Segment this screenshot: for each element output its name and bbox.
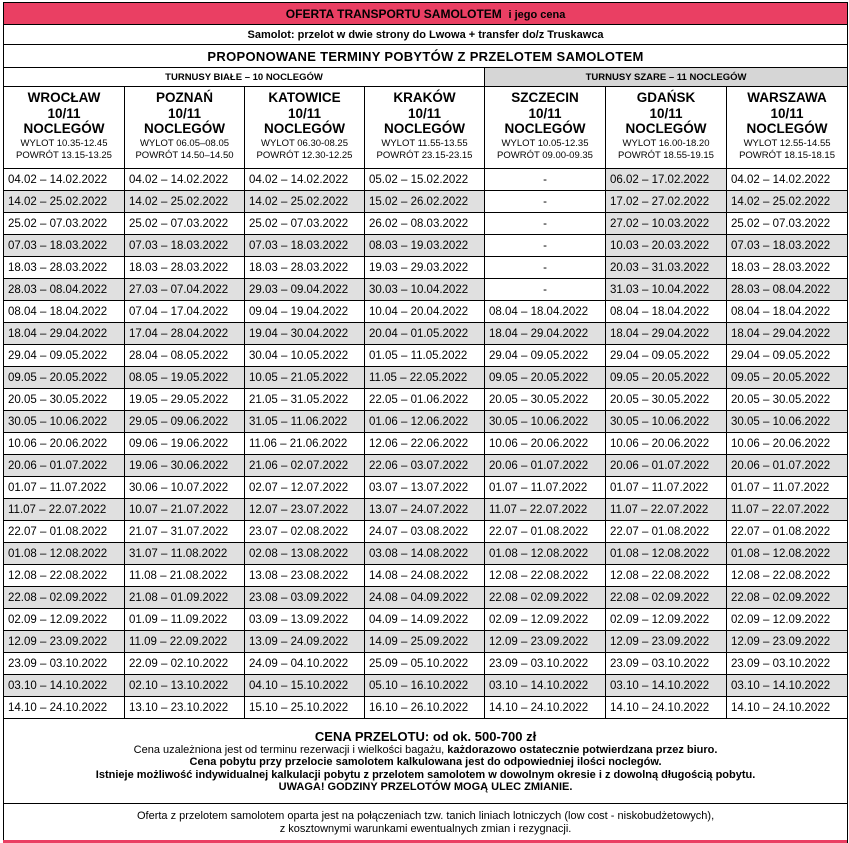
city-name: KRAKÓW (393, 90, 456, 105)
date-cell: 10.06 – 20.06.2022 (485, 433, 606, 455)
table-row (4, 279, 848, 301)
date-cell: 01.07 – 11.07.2022 (4, 477, 125, 499)
city-header-row (4, 87, 848, 169)
date-cell: 29.04 – 09.05.2022 (4, 345, 125, 367)
date-cell: 14.02 – 25.02.2022 (245, 191, 365, 213)
date-cell: 14.09 – 25.09.2022 (365, 631, 485, 653)
footer-line-2: z kosztownymi warunkami ewentualnych zmian i rezygnacji. (279, 823, 572, 835)
city-nights: 10/11 (770, 105, 804, 121)
date-cell: 09.05 – 20.05.2022 (4, 367, 125, 389)
proposal-header: PROPONOWANE TERMINY POBYTÓW Z PRZELOTEM SAMOLOTEM (4, 45, 848, 68)
date-cell: 11.07 – 22.07.2022 (4, 499, 125, 521)
date-cell: 18.03 – 28.03.2022 (727, 257, 848, 279)
table-row (4, 543, 848, 565)
city-name: KATOWICE (268, 90, 341, 105)
subtitle-row (4, 25, 848, 45)
city-name: SZCZECIN (511, 90, 579, 105)
date-cell: 20.06 – 01.07.2022 (727, 455, 848, 477)
date-cell: 22.09 – 02.10.2022 (125, 653, 245, 675)
date-cell: 16.10 – 26.10.2022 (365, 697, 485, 719)
city-return: POWRÓT 14.50–14.50 (135, 149, 234, 161)
date-cell: 09.05 – 20.05.2022 (606, 367, 727, 389)
date-cell: 18.04 – 29.04.2022 (485, 323, 606, 345)
date-cell: 12.08 – 22.08.2022 (485, 565, 606, 587)
date-cell: - (485, 257, 606, 279)
date-cell: 11.09 – 22.09.2022 (125, 631, 245, 653)
city-nights: 10/11 (167, 105, 202, 121)
date-cell: 11.07 – 22.07.2022 (606, 499, 727, 521)
date-cell: 12.09 – 23.09.2022 (727, 631, 848, 653)
table-row (4, 323, 848, 345)
city-return: POWRÓT 12.30-12.25 (256, 149, 353, 161)
date-cell: - (485, 169, 606, 191)
date-cell: 17.04 – 28.04.2022 (125, 323, 245, 345)
date-cell: 12.08 – 22.08.2022 (4, 565, 125, 587)
date-cell: 21.05 – 31.05.2022 (245, 389, 365, 411)
date-cell: 11.06 – 21.06.2022 (245, 433, 365, 455)
date-cell: 31.07 – 11.08.2022 (125, 543, 245, 565)
date-cell: 19.06 – 30.06.2022 (125, 455, 245, 477)
date-cell: 22.05 – 01.06.2022 (365, 389, 485, 411)
date-cell: 20.06 – 01.07.2022 (4, 455, 125, 477)
title-main: OFERTA TRANSPORTU SAMOLOTEM (285, 6, 502, 21)
date-cell: 04.02 – 14.02.2022 (4, 169, 125, 191)
date-cell: 18.04 – 29.04.2022 (606, 323, 727, 345)
date-cell: 09.05 – 20.05.2022 (485, 367, 606, 389)
date-cell: 03.08 – 14.08.2022 (365, 543, 485, 565)
date-cell: 04.02 – 14.02.2022 (125, 169, 245, 191)
date-cell: 09.04 – 19.04.2022 (245, 301, 365, 323)
city-nights-word: NOCLEGÓW (23, 121, 105, 136)
date-cell: 22.07 – 01.08.2022 (727, 521, 848, 543)
date-cell: 14.02 – 25.02.2022 (727, 191, 848, 213)
price-cell (4, 719, 848, 804)
city-header-6 (727, 87, 848, 169)
date-cell: 19.04 – 30.04.2022 (245, 323, 365, 345)
table-row (4, 191, 848, 213)
date-cell: 08.04 – 18.04.2022 (4, 301, 125, 323)
date-cell: 13.10 – 23.10.2022 (125, 697, 245, 719)
date-cell: 23.09 – 03.10.2022 (485, 653, 606, 675)
date-cell: 04.02 – 14.02.2022 (245, 169, 365, 191)
date-cell: 12.09 – 23.09.2022 (4, 631, 125, 653)
city-return: POWRÓT 18.55-19.15 (618, 149, 714, 161)
title-cell (4, 3, 848, 25)
city-outbound: WYLOT 06.30-08.25 (261, 137, 348, 149)
date-cell: 25.02 – 07.03.2022 (245, 213, 365, 235)
date-cell: 11.05 – 22.05.2022 (365, 367, 485, 389)
date-cell: 18.03 – 28.03.2022 (4, 257, 125, 279)
date-cell: 20.06 – 01.07.2022 (606, 455, 727, 477)
date-cell: 03.07 – 13.07.2022 (365, 477, 485, 499)
city-nights-word: NOCLEGÓW (264, 121, 345, 136)
dates-body (4, 169, 848, 719)
city-name: WROCŁAW (27, 90, 101, 105)
date-cell: 21.07 – 31.07.2022 (125, 521, 245, 543)
date-cell: 28.03 – 08.04.2022 (727, 279, 848, 301)
date-cell: 27.03 – 07.04.2022 (125, 279, 245, 301)
city-header-4 (485, 87, 606, 169)
date-cell: 01.09 – 11.09.2022 (125, 609, 245, 631)
table-row (4, 675, 848, 697)
date-cell: 07.03 – 18.03.2022 (245, 235, 365, 257)
table-row (4, 455, 848, 477)
date-cell: 30.05 – 10.06.2022 (485, 411, 606, 433)
date-cell: 23.09 – 03.10.2022 (606, 653, 727, 675)
date-cell: 02.08 – 13.08.2022 (245, 543, 365, 565)
date-cell: 22.07 – 01.08.2022 (485, 521, 606, 543)
date-cell: 14.10 – 24.10.2022 (485, 697, 606, 719)
city-outbound: WYLOT 12.55-14.55 (743, 137, 831, 149)
city-nights: 10/11 (287, 105, 322, 121)
date-cell: 13.08 – 23.08.2022 (245, 565, 365, 587)
date-cell: 29.04 – 09.05.2022 (727, 345, 848, 367)
city-nights-word: NOCLEGÓW (746, 121, 828, 136)
date-cell: 08.04 – 18.04.2022 (485, 301, 606, 323)
turnusy-row (4, 68, 848, 87)
date-cell: 20.05 – 30.05.2022 (485, 389, 606, 411)
footer-cell (4, 804, 848, 843)
table-row (4, 499, 848, 521)
date-cell: 14.08 – 24.08.2022 (365, 565, 485, 587)
date-cell: 08.04 – 18.04.2022 (727, 301, 848, 323)
date-cell: 20.05 – 30.05.2022 (606, 389, 727, 411)
date-cell: 10.04 – 20.04.2022 (365, 301, 485, 323)
date-cell: 30.06 – 10.07.2022 (125, 477, 245, 499)
table-row (4, 631, 848, 653)
date-cell: 04.09 – 14.09.2022 (365, 609, 485, 631)
date-cell: 01.08 – 12.08.2022 (485, 543, 606, 565)
table-row (4, 609, 848, 631)
date-cell: 03.10 – 14.10.2022 (485, 675, 606, 697)
date-cell: 10.06 – 20.06.2022 (727, 433, 848, 455)
date-cell: 31.03 – 10.04.2022 (606, 279, 727, 301)
date-cell: 24.09 – 04.10.2022 (245, 653, 365, 675)
price-line-1b: każdorazowo ostatecznie potwierdzana przez biuro. (447, 743, 718, 756)
date-cell: 10.06 – 20.06.2022 (4, 433, 125, 455)
date-cell: 12.09 – 23.09.2022 (485, 631, 606, 653)
table-row (4, 345, 848, 367)
date-cell: 02.09 – 12.09.2022 (485, 609, 606, 631)
turnusy-white: TURNUSY BIAŁE – 10 NOCLEGÓW (4, 68, 485, 87)
city-header-2 (245, 87, 365, 169)
date-cell: 12.06 – 22.06.2022 (365, 433, 485, 455)
city-name: WARSZAWA (747, 90, 827, 105)
date-cell: 24.08 – 04.09.2022 (365, 587, 485, 609)
date-cell: 11.07 – 22.07.2022 (727, 499, 848, 521)
city-nights: 10/11 (649, 105, 683, 121)
table-row (4, 653, 848, 675)
date-cell: 14.10 – 24.10.2022 (606, 697, 727, 719)
table-row (4, 521, 848, 543)
date-cell: 30.05 – 10.06.2022 (4, 411, 125, 433)
date-cell: 29.04 – 09.05.2022 (606, 345, 727, 367)
date-cell: 02.10 – 13.10.2022 (125, 675, 245, 697)
date-cell: 08.04 – 18.04.2022 (606, 301, 727, 323)
date-cell: 02.09 – 12.09.2022 (606, 609, 727, 631)
date-cell: 29.04 – 09.05.2022 (485, 345, 606, 367)
city-header-5 (606, 87, 727, 169)
date-cell: 01.08 – 12.08.2022 (4, 543, 125, 565)
date-cell: 19.05 – 29.05.2022 (125, 389, 245, 411)
date-cell: 20.04 – 01.05.2022 (365, 323, 485, 345)
date-cell: 19.03 – 29.03.2022 (365, 257, 485, 279)
date-cell: 01.08 – 12.08.2022 (727, 543, 848, 565)
date-cell: 14.02 – 25.02.2022 (125, 191, 245, 213)
date-cell: 23.08 – 03.09.2022 (245, 587, 365, 609)
date-cell: 03.09 – 13.09.2022 (245, 609, 365, 631)
date-cell: 05.02 – 15.02.2022 (365, 169, 485, 191)
date-cell: 10.06 – 20.06.2022 (606, 433, 727, 455)
city-header-3 (365, 87, 485, 169)
title-sub: i jego cena (508, 8, 566, 21)
date-cell: 24.07 – 03.08.2022 (365, 521, 485, 543)
date-cell: 05.10 – 16.10.2022 (365, 675, 485, 697)
table-row (4, 389, 848, 411)
date-cell: 01.08 – 12.08.2022 (606, 543, 727, 565)
city-outbound: WYLOT 06.05–08.05 (139, 137, 230, 149)
date-cell: 17.02 – 27.02.2022 (606, 191, 727, 213)
date-cell: 07.04 – 17.04.2022 (125, 301, 245, 323)
date-cell: 12.08 – 22.08.2022 (606, 565, 727, 587)
date-cell: 13.07 – 24.07.2022 (365, 499, 485, 521)
date-cell: 20.06 – 01.07.2022 (485, 455, 606, 477)
price-line-3: Istnieje możliwość indywidualnej kalkulacji pobytu z przelotem samolotem w dowolnym okresie i z dowolną długością pobytu. (95, 768, 756, 781)
city-outbound: WYLOT 10.05-12.35 (501, 137, 589, 149)
date-cell: 01.07 – 11.07.2022 (485, 477, 606, 499)
date-cell: 31.05 – 11.06.2022 (245, 411, 365, 433)
date-cell: 01.07 – 11.07.2022 (727, 477, 848, 499)
table-row (4, 301, 848, 323)
date-cell: 13.09 – 24.09.2022 (245, 631, 365, 653)
date-cell: 28.03 – 08.04.2022 (4, 279, 125, 301)
date-cell: - (485, 235, 606, 257)
price-line-1a: Cena uzależniona jest od terminu rezerwacji i wielkości bagażu, (133, 743, 448, 756)
date-cell: 02.09 – 12.09.2022 (4, 609, 125, 631)
date-cell: 22.07 – 01.08.2022 (4, 521, 125, 543)
title-row (4, 3, 848, 25)
date-cell: 20.05 – 30.05.2022 (727, 389, 848, 411)
table-row (4, 433, 848, 455)
city-nights: 10/11 (47, 105, 81, 121)
city-outbound: WYLOT 16.00-18.20 (622, 137, 710, 149)
date-cell: 18.03 – 28.03.2022 (125, 257, 245, 279)
table-row (4, 235, 848, 257)
footer-line-1: Oferta z przelotem samolotem oparta jest na połączeniach tzw. tanich liniach lotniczych (low cost - niskobudżetowych), (136, 810, 715, 822)
date-cell: 20.05 – 30.05.2022 (4, 389, 125, 411)
offer-table (3, 2, 848, 843)
date-cell: 23.09 – 03.10.2022 (727, 653, 848, 675)
date-cell: 15.10 – 25.10.2022 (245, 697, 365, 719)
date-cell: 01.07 – 11.07.2022 (606, 477, 727, 499)
price-line-1 (8, 744, 843, 756)
table-row (4, 565, 848, 587)
date-cell: 08.05 – 19.05.2022 (125, 367, 245, 389)
date-cell: 01.06 – 12.06.2022 (365, 411, 485, 433)
table-row (4, 257, 848, 279)
date-cell: 18.04 – 29.04.2022 (727, 323, 848, 345)
price-line-4: UWAGA! GODZINY PRZELOTÓW MOGĄ ULEC ZMIANIE. (278, 780, 573, 793)
date-cell: 22.08 – 02.09.2022 (727, 587, 848, 609)
date-cell: - (485, 213, 606, 235)
date-cell: 30.04 – 10.05.2022 (245, 345, 365, 367)
date-cell: 12.08 – 22.08.2022 (727, 565, 848, 587)
table-row (4, 169, 848, 191)
date-cell: 07.03 – 18.03.2022 (727, 235, 848, 257)
city-return: POWRÓT 09.00-09.35 (497, 149, 593, 161)
date-cell: 10.07 – 21.07.2022 (125, 499, 245, 521)
date-cell: 07.03 – 18.03.2022 (4, 235, 125, 257)
table-row (4, 587, 848, 609)
city-outbound: WYLOT 10.35-12.45 (20, 137, 108, 149)
city-return: POWRÓT 13.15-13.25 (16, 149, 112, 161)
date-cell: 27.02 – 10.03.2022 (606, 213, 727, 235)
price-line-2: Cena pobytu przy przelocie samolotem kalkulowana jest do odpowiedniej ilości noclegów. (189, 756, 662, 769)
date-cell: 25.09 – 05.10.2022 (365, 653, 485, 675)
date-cell: 11.08 – 21.08.2022 (125, 565, 245, 587)
date-cell: 03.10 – 14.10.2022 (4, 675, 125, 697)
date-cell: 15.02 – 26.02.2022 (365, 191, 485, 213)
city-nights-word: NOCLEGÓW (625, 121, 707, 136)
price-row (4, 719, 848, 804)
date-cell: 29.03 – 09.04.2022 (245, 279, 365, 301)
date-cell: 25.02 – 07.03.2022 (125, 213, 245, 235)
date-cell: 21.06 – 02.07.2022 (245, 455, 365, 477)
date-cell: 23.07 – 02.08.2022 (245, 521, 365, 543)
table-row (4, 367, 848, 389)
date-cell: 20.03 – 31.03.2022 (606, 257, 727, 279)
date-cell: 09.06 – 19.06.2022 (125, 433, 245, 455)
date-cell: 12.07 – 23.07.2022 (245, 499, 365, 521)
turnusy-grey: TURNUSY SZARE – 11 NOCLEGÓW (485, 68, 848, 87)
date-cell: 07.03 – 18.03.2022 (125, 235, 245, 257)
city-name: POZNAŃ (156, 90, 213, 105)
date-cell: 10.05 – 21.05.2022 (245, 367, 365, 389)
footer-row (4, 804, 848, 843)
date-cell: 10.03 – 20.03.2022 (606, 235, 727, 257)
date-cell: 14.10 – 24.10.2022 (4, 697, 125, 719)
date-cell: 14.10 – 24.10.2022 (727, 697, 848, 719)
date-cell: 22.08 – 02.09.2022 (4, 587, 125, 609)
city-return: POWRÓT 23.15-23.15 (376, 149, 473, 161)
city-nights-word: NOCLEGÓW (504, 121, 586, 136)
date-cell: 18.04 – 29.04.2022 (4, 323, 125, 345)
date-cell: 04.10 – 15.10.2022 (245, 675, 365, 697)
city-nights: 10/11 (528, 105, 562, 121)
date-cell: 01.05 – 11.05.2022 (365, 345, 485, 367)
date-cell: 08.03 – 19.03.2022 (365, 235, 485, 257)
date-cell: 11.07 – 22.07.2022 (485, 499, 606, 521)
date-cell: 30.05 – 10.06.2022 (606, 411, 727, 433)
date-cell: 23.09 – 03.10.2022 (4, 653, 125, 675)
date-cell: 22.08 – 02.09.2022 (606, 587, 727, 609)
date-cell: 22.06 – 03.07.2022 (365, 455, 485, 477)
date-cell: 03.10 – 14.10.2022 (606, 675, 727, 697)
city-nights-word: NOCLEGÓW (144, 121, 225, 136)
city-nights: 10/11 (407, 105, 442, 121)
date-cell: 30.03 – 10.04.2022 (365, 279, 485, 301)
date-cell: 22.08 – 02.09.2022 (485, 587, 606, 609)
date-cell: 29.05 – 09.06.2022 (125, 411, 245, 433)
table-row (4, 477, 848, 499)
date-cell: 30.05 – 10.06.2022 (727, 411, 848, 433)
city-outbound: WYLOT 11.55-13.55 (381, 137, 468, 149)
date-cell: 04.02 – 14.02.2022 (727, 169, 848, 191)
city-header-0 (4, 87, 125, 169)
city-nights-word: NOCLEGÓW (384, 121, 465, 136)
date-cell: 25.02 – 07.03.2022 (727, 213, 848, 235)
date-cell: 02.09 – 12.09.2022 (727, 609, 848, 631)
date-cell: 22.07 – 01.08.2022 (606, 521, 727, 543)
price-title: CENA PRZELOTU: od ok. 500-700 zł (314, 728, 537, 744)
date-cell: - (485, 279, 606, 301)
city-name: GDAŃSK (636, 90, 696, 105)
date-cell: 21.08 – 01.09.2022 (125, 587, 245, 609)
city-header-1 (125, 87, 245, 169)
date-cell: 03.10 – 14.10.2022 (727, 675, 848, 697)
date-cell: 06.02 – 17.02.2022 (606, 169, 727, 191)
table-row (4, 213, 848, 235)
table-row (4, 411, 848, 433)
date-cell: - (485, 191, 606, 213)
subtitle-cell: Samolot: przelot w dwie strony do Lwowa + transfer do/z Truskawca (4, 25, 848, 45)
date-cell: 26.02 – 08.03.2022 (365, 213, 485, 235)
date-cell: 12.09 – 23.09.2022 (606, 631, 727, 653)
date-cell: 28.04 – 08.05.2022 (125, 345, 245, 367)
date-cell: 02.07 – 12.07.2022 (245, 477, 365, 499)
city-return: POWRÓT 18.15-18.15 (739, 149, 836, 161)
date-cell: 25.02 – 07.03.2022 (4, 213, 125, 235)
date-cell: 09.05 – 20.05.2022 (727, 367, 848, 389)
offer-sheet (3, 2, 847, 843)
date-cell: 18.03 – 28.03.2022 (245, 257, 365, 279)
table-row (4, 697, 848, 719)
proposal-row (4, 45, 848, 68)
date-cell: 14.02 – 25.02.2022 (4, 191, 125, 213)
